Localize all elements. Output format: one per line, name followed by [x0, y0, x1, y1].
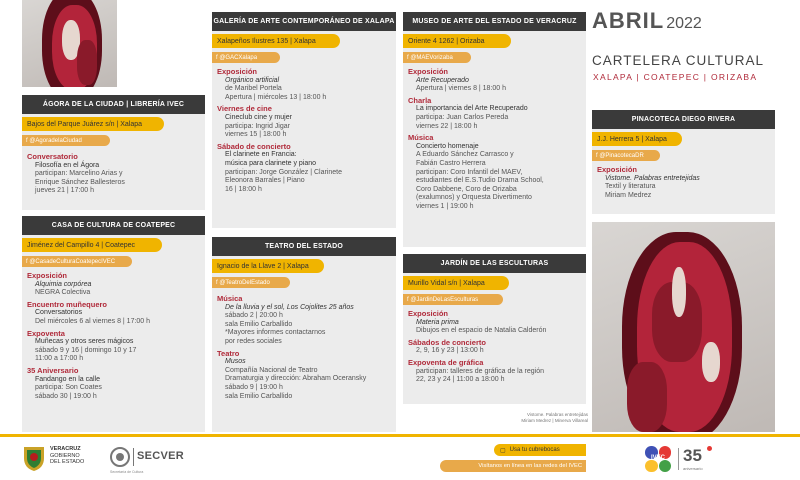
- month-label: ABRIL: [592, 8, 665, 33]
- venue-address: Xalapeños Ilustres 135 | Xalapa: [212, 34, 340, 48]
- event-line: 11:00 a 17:00 h: [35, 355, 84, 363]
- event-title: Filosofía en el Ágora: [35, 161, 100, 169]
- event-line: sábado 9 | 19:00 h: [225, 383, 283, 391]
- event-line: viernes 1 | 19:00 h: [416, 202, 474, 210]
- caption-line: Vistome. Palabras entretejidas: [527, 412, 588, 417]
- venue-title: GALERÍA DE ARTE CONTEMPORÁNEO DE XALAPA: [212, 12, 396, 31]
- venue-social-link[interactable]: f @GACXalapa: [212, 52, 280, 63]
- event-title: [217, 304, 392, 313]
- event-title: Materia prima: [416, 318, 459, 326]
- venue-social-link[interactable]: f @JardinDeLasEsculturas: [403, 294, 503, 305]
- venue-social-link[interactable]: f @AgoradelaCiudad: [22, 135, 110, 146]
- footer-divider: [0, 434, 800, 437]
- mask-icon: ▢: [500, 447, 506, 454]
- event-title: Vistome. Palabras entretejidas: [605, 174, 700, 182]
- event-title: Conversatorios: [35, 309, 83, 317]
- venue-card-galeria: [212, 12, 396, 228]
- secver-label: SECVER: [137, 450, 185, 462]
- event-category: Música: [217, 294, 243, 303]
- venue-card-teatro: [212, 237, 396, 432]
- event-line: Eleonora Barrales | Piano: [225, 177, 305, 185]
- event-title: música para clarinete y piano: [225, 159, 317, 167]
- event-category: 35 Aniversario: [27, 365, 79, 375]
- secver-logo-icon: [110, 447, 130, 467]
- artwork-image-right: [592, 222, 775, 432]
- logo-divider: [678, 448, 679, 470]
- event-title: La importancia del Arte Recuperado: [416, 105, 528, 113]
- event-line: Apertura | miércoles 13 | 18:00 h: [225, 93, 327, 101]
- venue-title: PINACOTECA DIEGO RIVERA: [592, 110, 775, 129]
- event-line: Enrique Sánchez Ballesteros: [35, 178, 125, 186]
- event-title-text: De la lluvia y el sol, Los Cojolites 25 años: [225, 303, 354, 311]
- event-title: Muñecas y otros seres mágicos: [35, 338, 134, 346]
- event-category: Exposición: [597, 165, 638, 174]
- online-note: [440, 460, 586, 472]
- event-line: participan: Coro Infantil del MAEV,: [416, 168, 523, 176]
- event-line: Textil y literatura: [605, 183, 656, 191]
- event-line: por redes sociales: [225, 337, 282, 345]
- venue-card-pinacoteca: [592, 110, 775, 214]
- event-category: Expoventa: [27, 328, 65, 338]
- event-category: Exposición: [27, 271, 68, 280]
- event-line: participan: Marcelino Arias y: [35, 170, 123, 178]
- venue-social-link[interactable]: f @PinacotecaDR: [592, 150, 660, 161]
- event-line: Coro Dabbene, Coro de Orizaba: [416, 185, 517, 193]
- venue-social-link[interactable]: f @MAEVorizaba: [403, 52, 471, 63]
- event-line: sábado 30 | 19:00 h: [35, 392, 97, 400]
- event-title: Cineclub cine y mujer: [225, 113, 292, 121]
- secver-sublabel: Secretaría de Cultura: [110, 470, 144, 474]
- veracruz-text: [50, 446, 84, 466]
- event-category: Exposición: [408, 309, 449, 318]
- mask-note-text: Usa tu cubrebocas: [509, 447, 560, 453]
- event-line: participa: Son Coates: [35, 384, 102, 392]
- venue-title: MUSEO DE ARTE DEL ESTADO DE VERACRUZ: [403, 12, 586, 31]
- year-label: 2022: [666, 15, 702, 32]
- event-line: A Eduardo Sánchez Carrasco y: [416, 151, 514, 159]
- venue-address: Jiménez del Campillo 4 | Coatepec: [22, 238, 162, 252]
- event-title: Orgánico artificial: [225, 76, 280, 84]
- event-line: viernes 22 | 18:00 h: [416, 122, 478, 130]
- anniversary-label: aniversario: [683, 466, 703, 471]
- event-category: Charla: [408, 95, 432, 105]
- event-category: Expoventa de gráfica: [408, 357, 484, 367]
- event-title: Alquimia corpórea: [35, 280, 92, 288]
- anniversary-dot: [707, 446, 712, 451]
- event-category: Exposición: [408, 67, 449, 76]
- event-line: Dramaturgia y dirección: Abraham Oceransky: [225, 375, 367, 383]
- event-line: Compañía Nacional de Teatro: [225, 366, 318, 374]
- event-category: Exposición: [217, 67, 258, 76]
- event-line: sala Emilio Carballido: [225, 392, 293, 400]
- venue-social-link[interactable]: f @TeatroDelEstado: [212, 277, 290, 288]
- event-list: [27, 272, 201, 401]
- event-list: [217, 68, 392, 194]
- veracruz-line: DEL ESTADO: [50, 459, 85, 465]
- event-title: Concierto homenaje: [416, 142, 479, 150]
- event-category: Sábado de concierto: [217, 141, 291, 151]
- caption-line: Miriam Medrez | Minerva Villareal: [521, 418, 588, 423]
- venue-card-museo: [403, 12, 586, 247]
- venue-social-link[interactable]: f @CasadeCulturaCoatepecIVEC: [22, 256, 132, 267]
- event-line: Apertura | viernes 8 | 18:00 h: [416, 85, 507, 93]
- event-line: sala Emilio Carballido: [225, 320, 293, 328]
- event-line: sábado 2 | 20:00 h: [225, 312, 283, 320]
- image-caption: [490, 412, 588, 424]
- event-category: Encuentro muñequero: [27, 299, 108, 309]
- event-line: 22, 23 y 24 | 11:00 a 18:00 h: [416, 376, 505, 384]
- event-category: Sábados de concierto: [408, 337, 486, 347]
- veracruz-line: VERACRUZ: [50, 446, 81, 452]
- venue-card-jardin: [403, 254, 586, 404]
- event-category: Teatro: [217, 348, 240, 358]
- venue-card-agora: [22, 95, 205, 210]
- event-line: Del miércoles 6 al viernes 8 | 17:00 h: [35, 317, 151, 325]
- event-title: El clarinete en Francia:: [225, 151, 297, 159]
- mask-note: [494, 444, 586, 456]
- event-line: Miriam Medrez: [605, 191, 652, 199]
- venue-address: Bajos del Parque Juárez s/n | Xalapa: [22, 117, 164, 131]
- event-category: Música: [408, 133, 434, 143]
- event-line: participan: Jorge González | Clarinete: [225, 168, 342, 176]
- event-list: [217, 295, 392, 401]
- event-category: Viernes de cine: [217, 104, 272, 114]
- event-line: estudiantes del E.S.Tudio Drama School,: [416, 177, 544, 185]
- event-line: participa: Juan Carlos Pereda: [416, 113, 509, 121]
- event-line: participan: talleres de gráfica de la región: [416, 367, 545, 375]
- event-line: 2, 9, 16 y 23 | 13:00 h: [416, 347, 484, 355]
- venue-title: ÁGORA DE LA CIUDAD | LIBRERÍA IVEC: [22, 95, 205, 114]
- page-title: CARTELERA CULTURAL: [592, 53, 765, 68]
- cities-label: XALAPA | COATEPEC | ORIZABA: [593, 72, 758, 82]
- venue-title: CASA DE CULTURA DE COATEPEC: [22, 216, 205, 235]
- event-title: Arte Recuperado: [416, 76, 469, 84]
- artwork-image-top-left: [22, 0, 117, 87]
- venue-title: JARDÍN DE LAS ESCULTURAS: [403, 254, 586, 273]
- secver-divider: [133, 448, 134, 466]
- ivec-label: IVEC: [651, 455, 666, 461]
- event-line: 16 | 18:00 h: [225, 185, 262, 193]
- event-line: viernes 15 | 18:00 h: [225, 131, 287, 139]
- event-list: [408, 68, 582, 212]
- anniversary-number: 35: [683, 446, 702, 465]
- venue-address: Ignacio de la Llave 2 | Xalapa: [212, 259, 324, 273]
- event-line: (exalumnos) y Orquesta Divertimento: [416, 194, 532, 202]
- event-line: *Mayores informes contactarnos: [225, 329, 326, 337]
- event-title: Fandango en la calle: [35, 375, 100, 383]
- coat-of-arms-icon: [22, 444, 46, 472]
- event-line: Fabián Castro Herrera: [416, 159, 486, 167]
- venue-address: Murillo Vidal s/n | Xalapa: [403, 276, 509, 290]
- event-category: Conversatorio: [27, 152, 78, 161]
- event-line: participa: Ingrid Jigar: [225, 122, 290, 130]
- event-line: Dibujos en el espacio de Natalia Calderón: [416, 327, 547, 335]
- month-title: [592, 8, 702, 34]
- event-line: sábado 9 y 16 | domingo 10 y 17: [35, 346, 137, 354]
- event-list: [597, 166, 771, 200]
- event-list: [408, 310, 582, 385]
- venue-address: Oriente 4 1262 | Orizaba: [403, 34, 511, 48]
- venue-title: TEATRO DEL ESTADO: [212, 237, 396, 256]
- event-list: [27, 153, 201, 196]
- event-line: NEGRA Colectiva: [35, 289, 91, 297]
- venue-address: J.J. Herrera 5 | Xalapa: [592, 132, 682, 146]
- venue-card-coatepec: [22, 216, 205, 432]
- event-title: Musos: [225, 358, 246, 366]
- veracruz-line: GOBIERNO: [50, 452, 80, 459]
- event-line: jueves 21 | 17:00 h: [35, 187, 95, 195]
- event-line: de Maribel Portela: [225, 85, 282, 93]
- veracruz-logo: [22, 444, 46, 472]
- online-note-text: Visítanos en línea en las redes del IVEC: [478, 463, 582, 469]
